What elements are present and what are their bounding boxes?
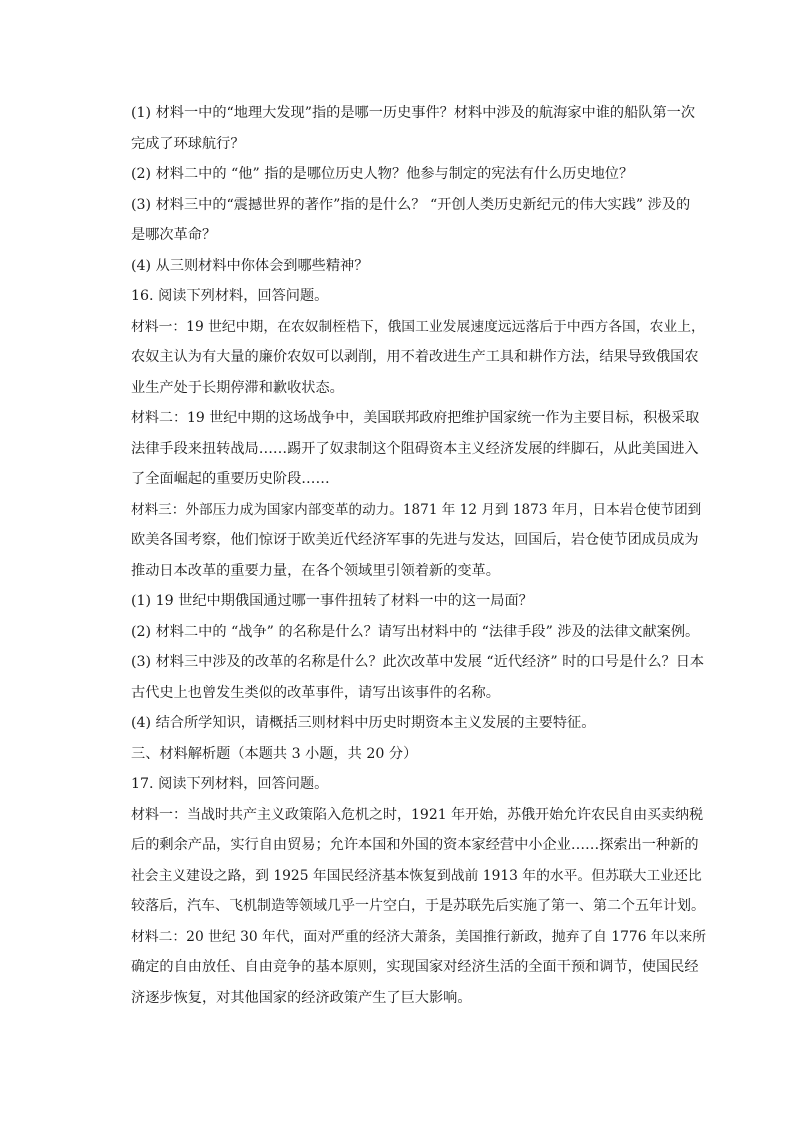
question-16-4: (4) 结合所学知识，请概括三则材料中历史时期资本主义发展的主要特征。 <box>131 715 596 731</box>
question-15-3-line-2: 是哪次革命？ <box>131 227 217 243</box>
q17-material-1-line-2: 后的剩余产品，实行自由贸易；允许本国和外国的资本家经营中小企业……探索出一种新的 <box>131 837 699 853</box>
material-1-line-3: 业生产处于长期停滞和歉收状态。 <box>131 379 344 396</box>
material-3-line-1: 材料三：外部压力成为国家内部变革的动力。1871 年 12 月到 1873 年月，日本岩仓使节团到 <box>131 501 702 518</box>
material-2-line-2: 法律手段来扭转战局……踢开了奴隶制这个阻碍资本主义经济发展的绊脚石，从此美国进入 <box>131 440 699 457</box>
material-3-line-3: 推动日本改革的重要力量，在各个领域里引领着新的变革。 <box>131 562 500 579</box>
question-15-4: (4) 从三则材料中你体会到哪些精神？ <box>131 257 369 274</box>
material-1-line-1: 材料一：19 世纪中期，在农奴制桎梏下，俄国工业发展速度远远落后于中西方各国，农业上， <box>131 318 705 335</box>
question-17-heading: 17. 阅读下列材料，回答问题。 <box>131 776 329 792</box>
q17-material-1-line-3: 社会主义建设之路，到 1925 年国民经济基本恢复到战前 1913 年的水平。但苏联大工业还比 <box>131 867 702 884</box>
question-15-3-line-1: (3) 材料三中的“震撼世界的著作”指的是什么？ “开创人类历史新纪元的伟大实践” 涉及的 <box>131 196 691 213</box>
question-15-2: (2) 材料二中的 “他” 指的是哪位历史人物？他参与制定的宪法有什么历史地位？ <box>131 166 634 182</box>
document-body <box>131 98 707 1013</box>
question-16-1: (1) 19 世纪中期俄国通过哪一事件扭转了材料一中的这一局面？ <box>131 593 533 609</box>
question-16-3-line-1: (3) 材料三中涉及的改革的名称是什么？此次改革中发展 “近代经济” 时的口号是什么？日本 <box>131 654 705 670</box>
q17-material-2-line-2: 确定的自由放任、自由竞争的基本原则，实现国家对经济生活的全面干预和调节，使国民经 <box>131 959 699 975</box>
section-3-heading: 三、材料解析题（本题共 3 小题，共 20 分） <box>131 745 418 762</box>
question-16-2: (2) 材料二中的 “战争” 的名称是什么？请写出材料中的 “法律手段” 涉及的法律文献案例。 <box>131 623 700 640</box>
question-16-heading: 16. 阅读下列材料，回答问题。 <box>131 288 329 304</box>
question-16-3-line-2: 古代史上也曾发生类似的改革事件，请写出该事件的名称。 <box>131 684 500 701</box>
material-2-line-1: 材料二：19 世纪中期的这场战争中，美国联邦政府把维护国家统一作为主要目标，积极采取 <box>131 410 700 426</box>
q17-material-2-line-3: 济逐步恢复，对其他国家的经济政策产生了巨大影响。 <box>131 989 472 1006</box>
q17-material-2-line-1: 材料二：20 世纪 30 年代，面对严重的经济大萧条，美国推行新政，抛弃了自 1776 年以来所 <box>131 928 707 945</box>
question-15-1-line-2: 完成了环球航行？ <box>131 135 245 152</box>
q17-material-1-line-4: 较落后，汽车、飞机制造等领域几乎一片空白，于是苏联先后实施了第一、第二个五年计划。 <box>131 898 705 914</box>
material-1-line-2: 农奴主认为有大量的廉价农奴可以剥削，用不着改进生产工具和耕作方法，结果导致俄国农 <box>131 349 699 365</box>
material-2-line-3: 了全面崛起的重要历史阶段…… <box>131 471 330 487</box>
q17-material-1-line-1: 材料一：当战时共产主义政策陷入危机之时，1921 年开始，苏俄开始允许农民自由买卖纳税 <box>131 806 704 823</box>
material-3-line-2: 欧美各国考察，他们惊讶于欧美近代经济军事的先进与发达，回国后，岩仓使节团成员成为 <box>131 532 699 548</box>
question-15-1-line-1: (1) 材料一中的“地理大发现”指的是哪一历史事件？材料中涉及的航海家中谁的船队第一次 <box>131 105 696 121</box>
